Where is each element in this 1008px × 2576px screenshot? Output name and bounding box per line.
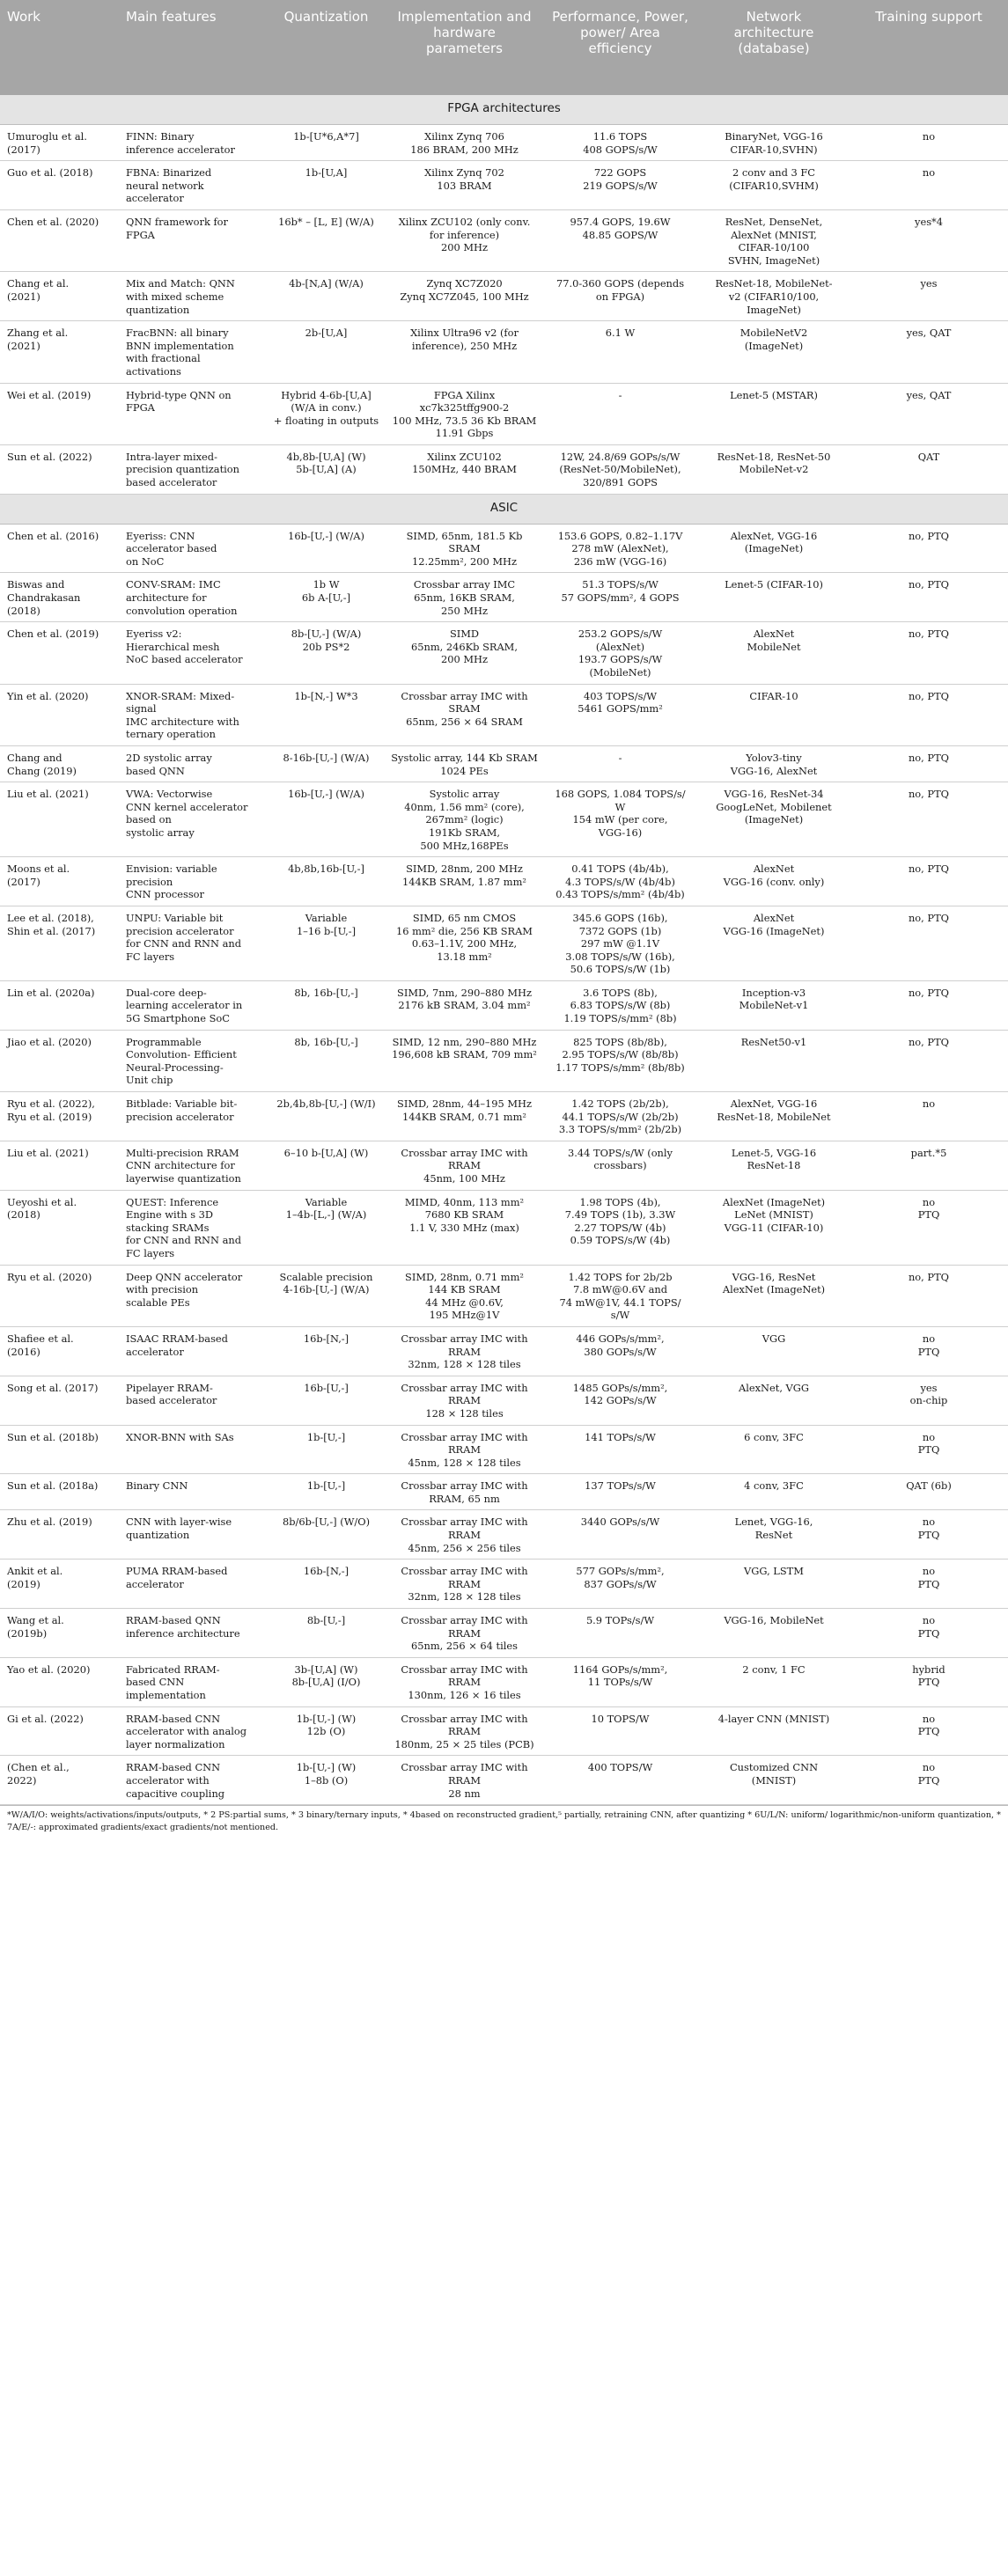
network-cell: CIFAR-10 — [698, 684, 850, 745]
features-cell: CNN with layer-wise quantization — [119, 1510, 266, 1560]
training-cell: no, PTQ — [850, 524, 1008, 573]
table-row — [0, 857, 1008, 906]
performance-cell: 1.98 TOPS (4b), 7.49 TOPS (1b), 3.3W 2.27 TOPS/W (4b) 0.59 TOPS/s/W (4b) — [542, 1190, 698, 1265]
training-cell: yes on-chip — [850, 1376, 1008, 1425]
quantization-cell: Hybrid 4-6b-[U,A] (W/A in conv.) + floating in outputs — [266, 383, 386, 444]
work-cell: Chen et al. (2019) — [0, 622, 119, 684]
network-cell: 2 conv, 1 FC — [698, 1657, 850, 1706]
network-cell: AlexNet VGG-16 (ImageNet) — [698, 906, 850, 980]
network-cell: ResNet50-v1 — [698, 1030, 850, 1091]
training-cell: no PTQ — [850, 1425, 1008, 1474]
network-cell: 6 conv, 3FC — [698, 1425, 850, 1474]
network-cell: VGG-16, ResNet AlexNet (ImageNet) — [698, 1265, 850, 1326]
training-cell: no, PTQ — [850, 782, 1008, 857]
quantization-cell: 1b-[U,-] (W) 1–8b (O) — [266, 1756, 386, 1805]
features-cell: ISAAC RRAM-based accelerator — [119, 1326, 266, 1376]
table-row — [0, 321, 1008, 383]
features-cell: Envision: variable precision CNN processor — [119, 857, 266, 906]
implementation-cell: FPGA Xilinx xc7k325tffg900-2 100 MHz, 73.5 36 Kb BRAM 11.91 Gbps — [386, 383, 542, 444]
column-header-quantization: Quantization — [266, 0, 386, 95]
work-cell: Chang and Chang (2019) — [0, 745, 119, 782]
implementation-cell: Zynq XC7Z020 Zynq XC7Z045, 100 MHz — [386, 272, 542, 321]
quantization-cell: 1b-[U,-] (W) 12b (O) — [266, 1706, 386, 1756]
performance-cell: 141 TOPs/s/W — [542, 1425, 698, 1474]
quantization-cell: Variable 1–16 b-[U,-] — [266, 906, 386, 980]
training-cell: no, PTQ — [850, 573, 1008, 622]
features-cell: RRAM-based CNN accelerator with analog layer normalization — [119, 1706, 266, 1756]
performance-cell: 137 TOPs/s/W — [542, 1474, 698, 1510]
quantization-cell: 8b-[U,-] (W/A) 20b PS*2 — [266, 622, 386, 684]
features-cell: QUEST: Inference Engine with s 3D stacking SRAMs for CNN and RNN and FC layers — [119, 1190, 266, 1265]
performance-cell: 957.4 GOPS, 19.6W 48.85 GOPS/W — [542, 209, 698, 271]
implementation-cell: SIMD, 28nm, 200 MHz 144KB SRAM, 1.87 mm² — [386, 857, 542, 906]
quantization-cell: 16b* – [L, E] (W/A) — [266, 209, 386, 271]
training-cell: no — [850, 125, 1008, 161]
training-cell: no PTQ — [850, 1510, 1008, 1560]
table-row — [0, 272, 1008, 321]
training-cell: no, PTQ — [850, 906, 1008, 980]
features-cell: Eyeriss v2: Hierarchical mesh NoC based accelerator — [119, 622, 266, 684]
network-cell: ResNet-18, ResNet-50 MobileNet-v2 — [698, 444, 850, 494]
quantization-cell: 8b-[U,-] — [266, 1609, 386, 1658]
work-cell: Ryu et al. (2020) — [0, 1265, 119, 1326]
work-cell: Yao et al. (2020) — [0, 1657, 119, 1706]
implementation-cell: SIMD, 65 nm CMOS 16 mm² die, 256 KB SRAM 0.63–1.1V, 200 MHz, 13.18 mm² — [386, 906, 542, 980]
training-cell: yes, QAT — [850, 321, 1008, 383]
work-cell: Ryu et al. (2022), Ryu et al. (2019) — [0, 1092, 119, 1141]
table-row — [0, 1141, 1008, 1190]
training-cell: QAT — [850, 444, 1008, 494]
performance-cell: 77.0-360 GOPS (depends on FPGA) — [542, 272, 698, 321]
training-cell: no PTQ — [850, 1326, 1008, 1376]
features-cell: Deep QNN accelerator with precision scalable PEs — [119, 1265, 266, 1326]
implementation-cell: SIMD, 12 nm, 290–880 MHz 196,608 kB SRAM, 709 mm² — [386, 1030, 542, 1091]
work-cell: Sun et al. (2018b) — [0, 1425, 119, 1474]
training-cell: no, PTQ — [850, 857, 1008, 906]
implementation-cell: Xilinx Ultra96 v2 (for inference), 250 MHz — [386, 321, 542, 383]
quantization-cell: 16b-[U,-] (W/A) — [266, 524, 386, 573]
performance-cell: 825 TOPS (8b/8b), 2.95 TOPS/s/W (8b/8b) 1.17 TOPS/s/mm² (8b/8b) — [542, 1030, 698, 1091]
table-row — [0, 1706, 1008, 1756]
performance-cell: 10 TOPS/W — [542, 1706, 698, 1756]
network-cell: VGG-16, ResNet-34 GoogLeNet, Mobilenet (ImageNet) — [698, 782, 850, 857]
table-footnote: *W/A/I/O: weights/activations/inputs/outputs, * 2 PS:partial sums, * 3 binary/ternary inputs, * 4based on reconstructed gradient,⁵ partially, retraining CNN, after quantizing * 6U/L/N: uniform/ logarithmic/non-uniform quantization, * 7A/E/-: approximated gradients/exact gradients/not mentioned. — [0, 1805, 1008, 1838]
performance-cell: 0.41 TOPS (4b/4b), 4.3 TOPS/s/W (4b/4b) 0.43 TOPS/s/mm² (4b/4b) — [542, 857, 698, 906]
training-cell: no PTQ — [850, 1756, 1008, 1805]
work-cell: Chen et al. (2016) — [0, 524, 119, 573]
work-cell: Chang et al. (2021) — [0, 272, 119, 321]
performance-cell: 3.44 TOPS/s/W (only crossbars) — [542, 1141, 698, 1190]
quantization-cell: 16b-[U,-] — [266, 1376, 386, 1425]
training-cell: no — [850, 161, 1008, 210]
network-cell: VGG-16, MobileNet — [698, 1609, 850, 1658]
performance-cell: 446 GOPs/s/mm², 380 GOPs/s/W — [542, 1326, 698, 1376]
training-cell: no — [850, 1092, 1008, 1141]
features-cell: CONV-SRAM: IMC architecture for convolution operation — [119, 573, 266, 622]
features-cell: FINN: Binary inference accelerator — [119, 125, 266, 161]
performance-cell: 345.6 GOPS (16b), 7372 GOPS (1b) 297 mW @1.1V 3.08 TOPS/s/W (16b), 50.6 TOPS/s/W (1b) — [542, 906, 698, 980]
table-body — [0, 95, 1008, 1805]
implementation-cell: MIMD, 40nm, 113 mm² 7680 KB SRAM 1.1 V, 330 MHz (max) — [386, 1190, 542, 1265]
features-cell: FracBNN: all binary BNN implementation with fractional activations — [119, 321, 266, 383]
work-cell: Song et al. (2017) — [0, 1376, 119, 1425]
quantization-cell: 1b W 6b A-[U,-] — [266, 573, 386, 622]
performance-cell: 6.1 W — [542, 321, 698, 383]
implementation-cell: Xilinx ZCU102 (only conv. for inference) 200 MHz — [386, 209, 542, 271]
network-cell: Yolov3-tiny VGG-16, AlexNet — [698, 745, 850, 782]
quantization-cell: 1b-[U*6,A*7] — [266, 125, 386, 161]
performance-cell: 403 TOPS/s/W 5461 GOPS/mm² — [542, 684, 698, 745]
column-header-main-features: Main features — [119, 0, 266, 95]
features-cell: Pipelayer RRAM- based accelerator — [119, 1376, 266, 1425]
features-cell: 2D systolic array based QNN — [119, 745, 266, 782]
network-cell: AlexNet, VGG-16 ResNet-18, MobileNet — [698, 1092, 850, 1141]
training-cell: no PTQ — [850, 1609, 1008, 1658]
implementation-cell: Crossbar array IMC with SRAM 65nm, 256 × 64 SRAM — [386, 684, 542, 745]
work-cell: Guo et al. (2018) — [0, 161, 119, 210]
training-cell: QAT (6b) — [850, 1474, 1008, 1510]
quantization-cell: 4b-[N,A] (W/A) — [266, 272, 386, 321]
table-header-row — [0, 0, 1008, 95]
work-cell: Wei et al. (2019) — [0, 383, 119, 444]
features-cell: PUMA RRAM-based accelerator — [119, 1560, 266, 1609]
work-cell: Shafiee et al. (2016) — [0, 1326, 119, 1376]
network-cell: VGG — [698, 1326, 850, 1376]
performance-cell: - — [542, 383, 698, 444]
features-cell: Intra-layer mixed- precision quantization based accelerator — [119, 444, 266, 494]
table-row — [0, 1265, 1008, 1326]
network-cell: Lenet, VGG-16, ResNet — [698, 1510, 850, 1560]
work-cell: Liu et al. (2021) — [0, 1141, 119, 1190]
work-cell: Jiao et al. (2020) — [0, 1030, 119, 1091]
performance-cell: 12W, 24.8/69 GOPs/s/W (ResNet-50/MobileNet), 320/891 GOPS — [542, 444, 698, 494]
table-row — [0, 1609, 1008, 1658]
training-cell: no PTQ — [850, 1190, 1008, 1265]
table-row — [0, 745, 1008, 782]
implementation-cell: Crossbar array IMC with RRAM 32nm, 128 × 128 tiles — [386, 1326, 542, 1376]
table-row — [0, 1190, 1008, 1265]
work-cell: Umuroglu et al. (2017) — [0, 125, 119, 161]
table-row — [0, 980, 1008, 1030]
training-cell: no, PTQ — [850, 1265, 1008, 1326]
training-cell: part.*5 — [850, 1141, 1008, 1190]
table-row — [0, 1030, 1008, 1091]
features-cell: Hybrid-type QNN on FPGA — [119, 383, 266, 444]
work-cell: Ankit et al. (2019) — [0, 1560, 119, 1609]
network-cell: Lenet-5 (CIFAR-10) — [698, 573, 850, 622]
implementation-cell: SIMD 65nm, 246Kb SRAM, 200 MHz — [386, 622, 542, 684]
quantization-cell: 4b,8b-[U,A] (W) 5b-[U,A] (A) — [266, 444, 386, 494]
quantization-cell: 16b-[N,-] — [266, 1326, 386, 1376]
work-cell: Ueyoshi et al. (2018) — [0, 1190, 119, 1265]
work-cell: Sun et al. (2018a) — [0, 1474, 119, 1510]
quantization-cell: 8b, 16b-[U,-] — [266, 1030, 386, 1091]
quantization-cell: 16b-[N,-] — [266, 1560, 386, 1609]
table-row — [0, 684, 1008, 745]
column-header-work: Work — [0, 0, 119, 95]
network-cell: AlexNet (ImageNet) LeNet (MNIST) VGG-11 (CIFAR-10) — [698, 1190, 850, 1265]
performance-cell: 5.9 TOPs/s/W — [542, 1609, 698, 1658]
training-cell: hybrid PTQ — [850, 1657, 1008, 1706]
work-cell: Chen et al. (2020) — [0, 209, 119, 271]
implementation-cell: Crossbar array IMC with RRAM 45nm, 128 × 128 tiles — [386, 1425, 542, 1474]
implementation-cell: SIMD, 28nm, 0.71 mm² 144 KB SRAM 44 MHz @0.6V, 195 MHz@1V — [386, 1265, 542, 1326]
quantization-cell: 8b, 16b-[U,-] — [266, 980, 386, 1030]
table-row — [0, 161, 1008, 210]
table-row — [0, 1560, 1008, 1609]
quantization-cell: 2b-[U,A] — [266, 321, 386, 383]
implementation-cell: Crossbar array IMC with RRAM 65nm, 256 × 64 tiles — [386, 1609, 542, 1658]
performance-cell: - — [542, 745, 698, 782]
implementation-cell: Systolic array 40nm, 1.56 mm² (core), 267mm² (logic) 191Kb SRAM, 500 MHz,168PEs — [386, 782, 542, 857]
implementation-cell: Crossbar array IMC with RRAM 32nm, 128 × 128 tiles — [386, 1560, 542, 1609]
performance-cell: 3440 GOPs/s/W — [542, 1510, 698, 1560]
table-row — [0, 1756, 1008, 1805]
performance-cell: 51.3 TOPS/s/W 57 GOPS/mm², 4 GOPS — [542, 573, 698, 622]
training-cell: no, PTQ — [850, 980, 1008, 1030]
features-cell: Binary CNN — [119, 1474, 266, 1510]
features-cell: Fabricated RRAM- based CNN implementation — [119, 1657, 266, 1706]
section-title: ASIC — [0, 494, 1008, 524]
work-cell: Wang et al. (2019b) — [0, 1609, 119, 1658]
training-cell: yes*4 — [850, 209, 1008, 271]
quantization-cell: Scalable precision 4-16b-[U,-] (W/A) — [266, 1265, 386, 1326]
performance-cell: 1485 GOPs/s/mm², 142 GOPs/s/W — [542, 1376, 698, 1425]
network-cell: 4-layer CNN (MNIST) — [698, 1706, 850, 1756]
features-cell: FBNA: Binarized neural network accelerator — [119, 161, 266, 210]
training-cell: yes, QAT — [850, 383, 1008, 444]
quantization-cell: 8-16b-[U,-] (W/A) — [266, 745, 386, 782]
quantization-cell: 6–10 b-[U,A] (W) — [266, 1141, 386, 1190]
quantization-cell: 1b-[U,A] — [266, 161, 386, 210]
performance-cell: 153.6 GOPS, 0.82–1.17V 278 mW (AlexNet), 236 mW (VGG-16) — [542, 524, 698, 573]
training-cell: no, PTQ — [850, 622, 1008, 684]
features-cell: RRAM-based CNN accelerator with capacitive coupling — [119, 1756, 266, 1805]
performance-cell: 253.2 GOPS/s/W (AlexNet) 193.7 GOPS/s/W (MobileNet) — [542, 622, 698, 684]
implementation-cell: Crossbar array IMC with RRAM 45nm, 256 × 256 tiles — [386, 1510, 542, 1560]
network-cell: ResNet, DenseNet, AlexNet (MNIST, CIFAR-10/100 SVHN, ImageNet) — [698, 209, 850, 271]
section-title: FPGA architectures — [0, 95, 1008, 125]
performance-cell: 11.6 TOPS 408 GOPS/s/W — [542, 125, 698, 161]
table-row — [0, 573, 1008, 622]
table-row — [0, 1474, 1008, 1510]
table-row — [0, 1092, 1008, 1141]
performance-cell: 168 GOPS, 1.084 TOPS/s/ W 154 mW (per core, VGG-16) — [542, 782, 698, 857]
table-row — [0, 1425, 1008, 1474]
network-cell: Customized CNN (MNIST) — [698, 1756, 850, 1805]
features-cell: Mix and Match: QNN with mixed scheme quantization — [119, 272, 266, 321]
implementation-cell: Xilinx Zynq 706 186 BRAM, 200 MHz — [386, 125, 542, 161]
work-cell: Zhu et al. (2019) — [0, 1510, 119, 1560]
network-cell: MobileNetV2 (ImageNet) — [698, 321, 850, 383]
table-row — [0, 209, 1008, 271]
section-header-row — [0, 95, 1008, 125]
implementation-cell: SIMD, 65nm, 181.5 Kb SRAM 12.25mm², 200 MHz — [386, 524, 542, 573]
network-cell: 2 conv and 3 FC (CIFAR10,SVHM) — [698, 161, 850, 210]
network-cell: AlexNet MobileNet — [698, 622, 850, 684]
work-cell: Zhang et al. (2021) — [0, 321, 119, 383]
implementation-cell: Crossbar array IMC with RRAM 45nm, 100 MHz — [386, 1141, 542, 1190]
features-cell: VWA: Vectorwise CNN kernel accelerator based on systolic array — [119, 782, 266, 857]
features-cell: RRAM-based QNN inference architecture — [119, 1609, 266, 1658]
quantization-cell: 1b-[U,-] — [266, 1425, 386, 1474]
quantization-cell: 4b,8b,16b-[U,-] — [266, 857, 386, 906]
quantization-cell: 1b-[U,-] — [266, 1474, 386, 1510]
performance-cell: 577 GOPs/s/mm², 837 GOPs/s/W — [542, 1560, 698, 1609]
column-header-implementation: Implementation and hardware parameters — [386, 0, 542, 95]
network-cell: AlexNet, VGG — [698, 1376, 850, 1425]
section-header-row — [0, 494, 1008, 524]
performance-cell: 722 GOPS 219 GOPS/s/W — [542, 161, 698, 210]
implementation-cell: Crossbar array IMC with RRAM 180nm, 25 × 25 tiles (PCB) — [386, 1706, 542, 1756]
training-cell: no, PTQ — [850, 745, 1008, 782]
table-row — [0, 125, 1008, 161]
features-cell: Eyeriss: CNN accelerator based on NoC — [119, 524, 266, 573]
quantization-cell: 16b-[U,-] (W/A) — [266, 782, 386, 857]
work-cell: Sun et al. (2022) — [0, 444, 119, 494]
network-cell: Lenet-5, VGG-16 ResNet-18 — [698, 1141, 850, 1190]
network-cell: AlexNet, VGG-16 (ImageNet) — [698, 524, 850, 573]
features-cell: Programmable Convolution- Efficient Neural-Processing- Unit chip — [119, 1030, 266, 1091]
table-row — [0, 524, 1008, 573]
work-cell: Yin et al. (2020) — [0, 684, 119, 745]
network-cell: ResNet-18, MobileNet- v2 (CIFAR10/100, ImageNet) — [698, 272, 850, 321]
work-cell: Liu et al. (2021) — [0, 782, 119, 857]
features-cell: QNN framework for FPGA — [119, 209, 266, 271]
table-row — [0, 383, 1008, 444]
performance-cell: 1.42 TOPS (2b/2b), 44.1 TOPS/s/W (2b/2b) 3.3 TOPS/s/mm² (2b/2b) — [542, 1092, 698, 1141]
quantization-cell: 2b,4b,8b-[U,-] (W/I) — [266, 1092, 386, 1141]
network-cell: 4 conv, 3FC — [698, 1474, 850, 1510]
table-row — [0, 1326, 1008, 1376]
table-row — [0, 1657, 1008, 1706]
training-cell: yes — [850, 272, 1008, 321]
network-cell: AlexNet VGG-16 (conv. only) — [698, 857, 850, 906]
training-cell: no, PTQ — [850, 684, 1008, 745]
implementation-cell: Xilinx ZCU102 150MHz, 440 BRAM — [386, 444, 542, 494]
implementation-cell: Crossbar array IMC with RRAM, 65 nm — [386, 1474, 542, 1510]
column-header-performance: Performance, Power, power/ Area efficiency — [542, 0, 698, 95]
implementation-cell: SIMD, 28nm, 44–195 MHz 144KB SRAM, 0.71 mm² — [386, 1092, 542, 1141]
features-cell: XNOR-SRAM: Mixed- signal IMC architecture with ternary operation — [119, 684, 266, 745]
column-header-network-architecture: Network architecture (database) — [698, 0, 850, 95]
implementation-cell: Xilinx Zynq 702 103 BRAM — [386, 161, 542, 210]
features-cell: XNOR-BNN with SAs — [119, 1425, 266, 1474]
network-cell: Lenet-5 (MSTAR) — [698, 383, 850, 444]
work-cell: Moons et al. (2017) — [0, 857, 119, 906]
implementation-cell: SIMD, 7nm, 290–880 MHz 2176 kB SRAM, 3.04 mm² — [386, 980, 542, 1030]
performance-cell: 400 TOPS/W — [542, 1756, 698, 1805]
table-row — [0, 1376, 1008, 1425]
implementation-cell: Systolic array, 144 Kb SRAM 1024 PEs — [386, 745, 542, 782]
network-cell: VGG, LSTM — [698, 1560, 850, 1609]
quantization-cell: 3b-[U,A] (W) 8b-[U,A] (I/O) — [266, 1657, 386, 1706]
features-cell: Bitblade: Variable bit- precision accelerator — [119, 1092, 266, 1141]
quantization-cell: 1b-[N,-] W*3 — [266, 684, 386, 745]
table-row — [0, 782, 1008, 857]
training-cell: no PTQ — [850, 1706, 1008, 1756]
training-cell: no, PTQ — [850, 1030, 1008, 1091]
performance-cell: 3.6 TOPS (8b), 6.83 TOPS/s/W (8b) 1.19 TOPS/s/mm² (8b) — [542, 980, 698, 1030]
implementation-cell: Crossbar array IMC with RRAM 130nm, 126 × 16 tiles — [386, 1657, 542, 1706]
implementation-cell: Crossbar array IMC with RRAM 28 nm — [386, 1756, 542, 1805]
performance-cell: 1.42 TOPS for 2b/2b 7.8 mW@0.6V and 74 mW@1V, 44.1 TOPS/ s/W — [542, 1265, 698, 1326]
training-cell: no PTQ — [850, 1560, 1008, 1609]
work-cell: Gi et al. (2022) — [0, 1706, 119, 1756]
work-cell: Lin et al. (2020a) — [0, 980, 119, 1030]
implementation-cell: Crossbar array IMC 65nm, 16KB SRAM, 250 MHz — [386, 573, 542, 622]
table-row — [0, 906, 1008, 980]
network-cell: Inception-v3 MobileNet-v1 — [698, 980, 850, 1030]
implementation-cell: Crossbar array IMC with RRAM 128 × 128 tiles — [386, 1376, 542, 1425]
column-header-training-support: Training support — [850, 0, 1008, 95]
features-cell: Dual-core deep- learning accelerator in 5G Smartphone SoC — [119, 980, 266, 1030]
work-cell: Lee et al. (2018), Shin et al. (2017) — [0, 906, 119, 980]
table-row — [0, 1510, 1008, 1560]
work-cell: (Chen et al., 2022) — [0, 1756, 119, 1805]
features-cell: UNPU: Variable bit precision accelerator for CNN and RNN and FC layers — [119, 906, 266, 980]
table-row — [0, 622, 1008, 684]
quantization-cell: Variable 1–4b-[L,-] (W/A) — [266, 1190, 386, 1265]
features-cell: Multi-precision RRAM CNN architecture for layerwise quantization — [119, 1141, 266, 1190]
quantization-cell: 8b/6b-[U,-] (W/O) — [266, 1510, 386, 1560]
work-cell: Biswas and Chandrakasan (2018) — [0, 573, 119, 622]
network-cell: BinaryNet, VGG-16 CIFAR-10,SVHN) — [698, 125, 850, 161]
table-row — [0, 444, 1008, 494]
performance-cell: 1164 GOPs/s/mm², 11 TOPs/s/W — [542, 1657, 698, 1706]
